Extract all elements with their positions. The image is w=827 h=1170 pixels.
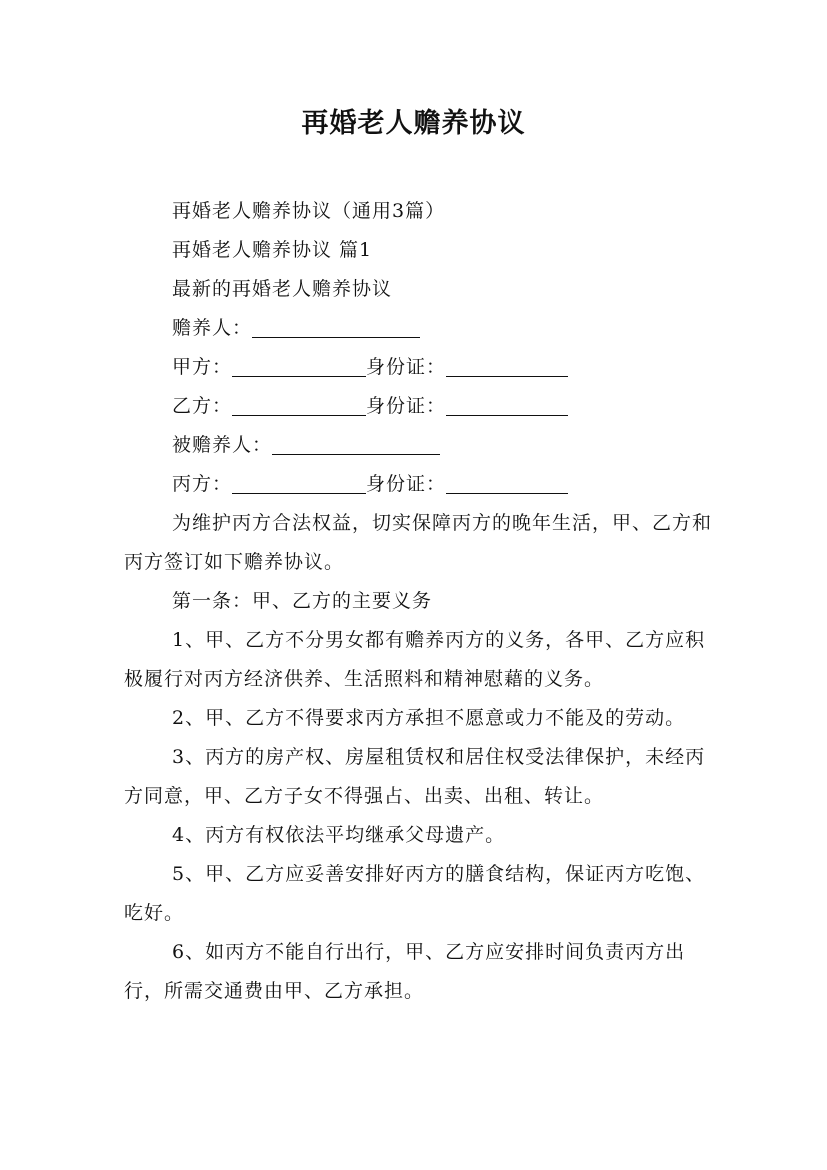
document-body: [124, 192, 716, 1011]
party-c-field: [124, 465, 716, 504]
party-c-id-label: 身份证：: [366, 473, 447, 495]
supporter-label: 赡养人：: [172, 317, 253, 339]
supporter-field: [124, 309, 716, 348]
party-a-field: [124, 348, 716, 387]
party-a-blank: [232, 375, 366, 377]
supported-label: 被赡养人：: [172, 434, 273, 456]
clause-3: 3、丙方的房产权、房屋租赁权和居住权受法律保护，未经丙方同意，甲、乙方子女不得强占、出卖、出租、转让。: [124, 746, 706, 807]
clause-6: 6、如丙方不能自行出行，甲、乙方应安排时间负责丙方出行，所需交通费由甲、乙方承担。: [124, 941, 686, 1002]
clause-4: 4、丙方有权依法平均继承父母遗产。: [172, 824, 506, 846]
article-heading: 第一条：甲、乙方的主要义务: [172, 590, 433, 612]
party-b-field: [124, 387, 716, 426]
paragraph-purpose: 为维护丙方合法权益，切实保障丙方的晚年生活，甲、乙方和丙方签订如下赡养协议。: [124, 512, 713, 573]
party-b-label: 乙方：: [172, 395, 233, 417]
party-a-label: 甲方：: [172, 356, 233, 378]
clause-2: 2、甲、乙方不得要求丙方承担不愿意或力不能及的劳动。: [172, 707, 686, 729]
party-c-id-blank: [446, 492, 568, 494]
document-title: 再婚老人赡养协议: [301, 108, 526, 139]
section-heading: 再婚老人赡养协议 篇1: [172, 239, 373, 261]
supported-blank: [272, 453, 440, 455]
party-a-id-label: 身份证：: [366, 356, 447, 378]
supporter-blank: [252, 336, 420, 338]
clause-5: 5、甲、乙方应妥善安排好丙方的膳食结构，保证丙方吃饱、吃好。: [124, 863, 706, 924]
clause-1: 1、甲、乙方不分男女都有赡养丙方的义务，各甲、乙方应积极履行对丙方经济供养、生活照料和精神慰藉的义务。: [124, 629, 706, 690]
party-b-blank: [232, 414, 366, 416]
party-b-id-blank: [446, 414, 568, 416]
party-b-id-label: 身份证：: [366, 395, 447, 417]
supported-field: [124, 426, 716, 465]
intro-line: 再婚老人赡养协议（通用3篇）: [172, 200, 446, 222]
party-c-blank: [232, 492, 366, 494]
subtitle-line: 最新的再婚老人赡养协议: [172, 278, 393, 300]
party-a-id-blank: [446, 375, 568, 377]
party-c-label: 丙方：: [172, 473, 233, 495]
